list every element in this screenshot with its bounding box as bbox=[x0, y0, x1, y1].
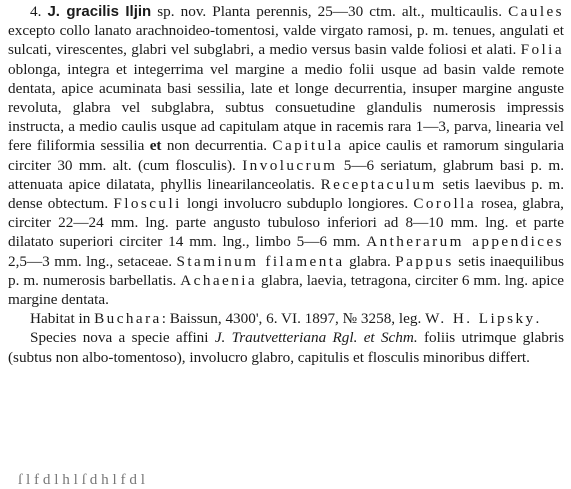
term-involucrum: Involucrum bbox=[242, 156, 338, 174]
description-text: sp. nov. Planta perennis, 25—30 ctm. alt., multicaulis. bbox=[151, 3, 509, 20]
term-pappus: Pappus bbox=[395, 252, 454, 270]
habitat-place: Buchara bbox=[94, 310, 162, 328]
description-text: longi involucro subduplo longiores. bbox=[181, 195, 414, 213]
description-text: setis laevibus p. m. dense obtectum. bbox=[8, 175, 564, 213]
term-receptaculum: Receptaculum bbox=[320, 175, 437, 193]
term-capitula: Capitula bbox=[272, 137, 344, 155]
habitat-text: : Baissun, 4300', 6. VI. 1897, № 3258, leg. bbox=[161, 310, 426, 328]
term-folia: Folia bbox=[520, 41, 564, 59]
habitat-text: . bbox=[535, 310, 540, 328]
species-description-paragraph bbox=[8, 2, 564, 309]
description-text: rosea, glabra, circiter 22—24 mm. lng. parte angusto tubuloso inferiori ad 8—10 mm. lng. et parte dilatato superiori circiter 14 mm. lng., limbo 5—6 mm. bbox=[8, 195, 564, 251]
clipped-next-line bbox=[0, 469, 571, 488]
description-text: excepto collo lanato arachnoideo-tomentosi, valde virgato ramosi, p. m. tenues, angulati et sulcati, virescentes, glabri vel subglabri, a medio versus basin valde foliosi et alati. bbox=[8, 22, 564, 59]
term-corolla: Corolla bbox=[413, 195, 476, 213]
description-text: 2,5—3 mm. lng., setaceae. bbox=[8, 252, 177, 270]
description-text: glabra. bbox=[344, 252, 396, 270]
description-text: glabra, laevia, tetragona, circiter 6 mm. lng. apice margine dentata. bbox=[8, 271, 564, 309]
term-flosculi: Flosculi bbox=[113, 195, 182, 213]
clipped-line-ascenders: ſ l f d l h l ſ d h l f d l bbox=[18, 471, 145, 488]
word-et: et bbox=[149, 137, 162, 155]
term-antherarum-appendices: Antherarum appendices bbox=[366, 233, 564, 251]
species-name: J. gracilis Iljin bbox=[47, 3, 152, 20]
species-number: 4. bbox=[30, 3, 42, 20]
description-text: 5—6 seriatum, glabrum basi p. m. attenuata apice dilatata, phyllis linearilanceolatis. bbox=[8, 156, 564, 193]
habitat-text: Habitat in bbox=[30, 310, 95, 328]
related-taxon-name: J. Trautvetteriana Rgl. et Schm. bbox=[214, 329, 418, 347]
term-caules: Caules bbox=[508, 3, 564, 20]
comparison-paragraph bbox=[8, 328, 564, 366]
description-text: non decurrentia. bbox=[161, 137, 273, 155]
description-text: oblonga, integra et integerrima vel margine a medio folii usque ad basin valde remote dentata, apice acuminata basi sessilia, late et longe decurrentia, insuper margine anguste revoluta, glabra vel subglabra, subtus consuetudine glandulis numerosis impressis instructa, a medio caulis usque ad capitulam atque in racemis rara 1—3, parva, linearia vel fere filiformia sessilia bbox=[8, 60, 564, 155]
description-text: apice caulis et ramorum singularia circiter 30 mm. alt. (cum flosculis). bbox=[8, 137, 565, 174]
collector-name: W. H. Lipsky bbox=[425, 310, 536, 328]
term-achaenia: Achaenia bbox=[180, 271, 258, 289]
comparison-text: foliis utrimque glabris (subtus non albo-tomentoso), involucro glabro, capitulis et flosculis minoribus differt. bbox=[8, 329, 565, 366]
taxon-description-text bbox=[8, 2, 564, 367]
comparison-text: Species nova a specie affini bbox=[30, 329, 215, 347]
habitat-paragraph bbox=[8, 309, 564, 328]
term-staminum-filamenta: Staminum filamenta bbox=[176, 252, 345, 270]
description-text: setis inaequilibus p. m. numerosis barbellatis. bbox=[8, 252, 564, 289]
